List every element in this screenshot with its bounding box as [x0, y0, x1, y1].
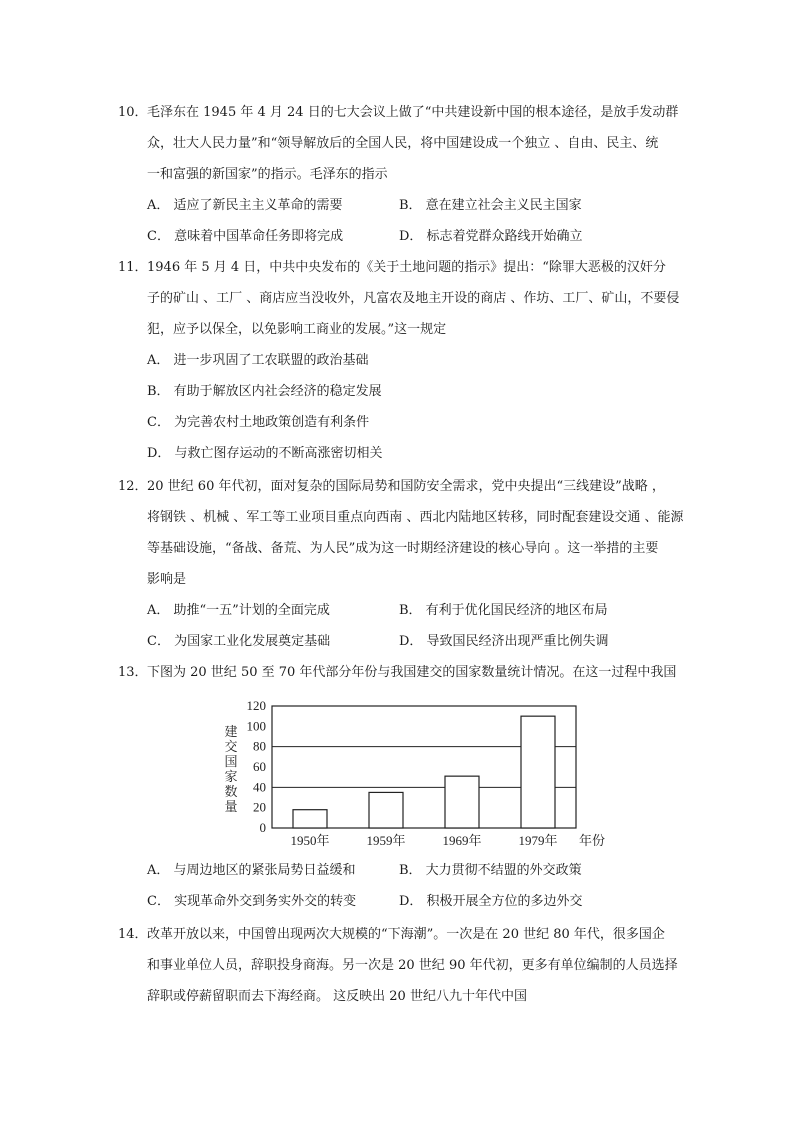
- option-a[interactable]: A． 进一步巩固了工农联盟的政治基础: [147, 353, 369, 368]
- question-text-line: 犯，应予以保全，以免影响工商业的发展。”这一规定: [147, 322, 447, 337]
- option-c[interactable]: C． 为国家工业化发展奠定基础: [147, 634, 331, 649]
- question-text-line: 众，壮大人民力量”和“领导解放后的全国人民，将中国建设成一个独立 、自由、民主、统: [147, 136, 659, 151]
- y-tick-label: 120: [246, 698, 266, 713]
- question-text-line: 一和富强的新国家”的指示。毛泽东的指示: [147, 167, 388, 182]
- option-c[interactable]: C． 实现革命外交到务实外交的转变: [147, 894, 357, 909]
- option-d[interactable]: D． 与救亡图存运动的不断高涨密切相关: [147, 446, 383, 461]
- y-tick-label: 0: [259, 820, 266, 835]
- option-d[interactable]: D． 标志着党群众路线开始确立: [399, 229, 583, 244]
- question-text-line: 毛泽东在 1945 年 4 月 24 日的七大会议上做了“中共建设新中国的根本途径，是放手发动群: [147, 105, 679, 120]
- y-axis-label-char: 国: [224, 754, 238, 769]
- option-a[interactable]: A． 助推“一五”计划的全面完成: [147, 603, 330, 618]
- question-text-line: 下图为 20 世纪 50 至 70 年代部分年份与我国建交的国家数量统计情况。在这一过程中我国: [147, 665, 677, 680]
- x-tick-label: 1950年: [290, 833, 330, 848]
- option-b[interactable]: B． 有助于解放区内社会经济的稳定发展: [147, 384, 382, 399]
- option-a[interactable]: A． 适应了新民主主义革命的需要: [147, 198, 343, 213]
- option-d[interactable]: D． 导致国民经济出现严重比例失调: [399, 634, 609, 649]
- question-text-line: 1946 年 5 月 4 日，中共中央发布的《关于土地问题的指示》提出：“除罪大恶极的汉奸分: [147, 260, 666, 275]
- question-number: 14．: [118, 927, 148, 942]
- y-tick-label: 20: [253, 799, 266, 815]
- diplomatic-relations-bar-chart: [222, 692, 612, 852]
- y-axis-label-char: 数: [224, 784, 238, 799]
- option-a[interactable]: A． 与周边地区的紧张局势日益缓和: [147, 863, 356, 878]
- y-tick-label: 40: [253, 779, 266, 795]
- y-axis-label-char: 建: [224, 724, 238, 739]
- option-d[interactable]: D． 积极开展全方位的多边外交: [399, 894, 583, 909]
- y-axis-label-char: 量: [224, 799, 238, 814]
- x-tick-label: 1979年: [518, 833, 558, 848]
- question-number: 12．: [118, 479, 148, 494]
- y-axis-label-char: 交: [224, 739, 238, 754]
- bar: [521, 716, 555, 828]
- option-b[interactable]: B． 大力贯彻不结盟的外交政策: [399, 863, 582, 878]
- question-text-line: 将钢铁 、机械 、军工等工业项目重点向西南 、西北内陆地区转移，同时配套建设交通 、能源: [147, 510, 684, 525]
- question-text-line: 子的矿山 、工厂 、商店应当没收外，凡富农及地主开设的商店 、作坊、工厂、矿山，不要侵: [147, 291, 680, 306]
- question-text-line: 改革开放以来，中国曾出现两次大规模的“下海潮”。一次是在 20 世纪 80 年代，很多国企: [147, 927, 665, 942]
- option-c[interactable]: C． 为完善农村土地政策创造有利条件: [147, 415, 370, 430]
- option-c[interactable]: C． 意味着中国革命任务即将完成: [147, 229, 344, 244]
- y-tick-label: 80: [253, 738, 266, 754]
- x-tick-label: 1969年: [442, 833, 482, 848]
- question-number: 11．: [118, 260, 148, 275]
- y-tick-label: 100: [246, 718, 266, 734]
- question-text-line: 20 世纪 60 年代初，面对复杂的国际局势和国防安全需求，党中央提出“三线建设”战略 ，: [147, 479, 665, 494]
- option-b[interactable]: B． 有利于优化国民经济的地区布局: [399, 603, 608, 618]
- question-text-line: 等基础设施，“备战、备荒、为人民”成为这一时期经济建设的核心导向 。这一举措的主要: [147, 541, 659, 556]
- question-number: 13．: [118, 665, 148, 680]
- question-text-line: 和事业单位人员，辞职投身商海。另一次是 20 世纪 90 年代初，更多有单位编制的人员选择: [147, 958, 678, 973]
- bar: [293, 810, 327, 828]
- x-tick-label: 1959年: [366, 833, 406, 848]
- question-text-line: 辞职或停薪留职而去下海经商。 这反映出 20 世纪八九十年代中国: [147, 989, 527, 1004]
- y-axis-label-char: 家: [224, 769, 238, 784]
- bar: [369, 792, 403, 828]
- option-b[interactable]: B． 意在建立社会主义民主国家: [399, 198, 582, 213]
- y-tick-label: 60: [253, 759, 266, 774]
- question-text-line: 影响是: [147, 572, 187, 587]
- x-axis-label: 年份: [579, 833, 606, 848]
- bar: [445, 776, 479, 828]
- question-number: 10．: [118, 105, 148, 120]
